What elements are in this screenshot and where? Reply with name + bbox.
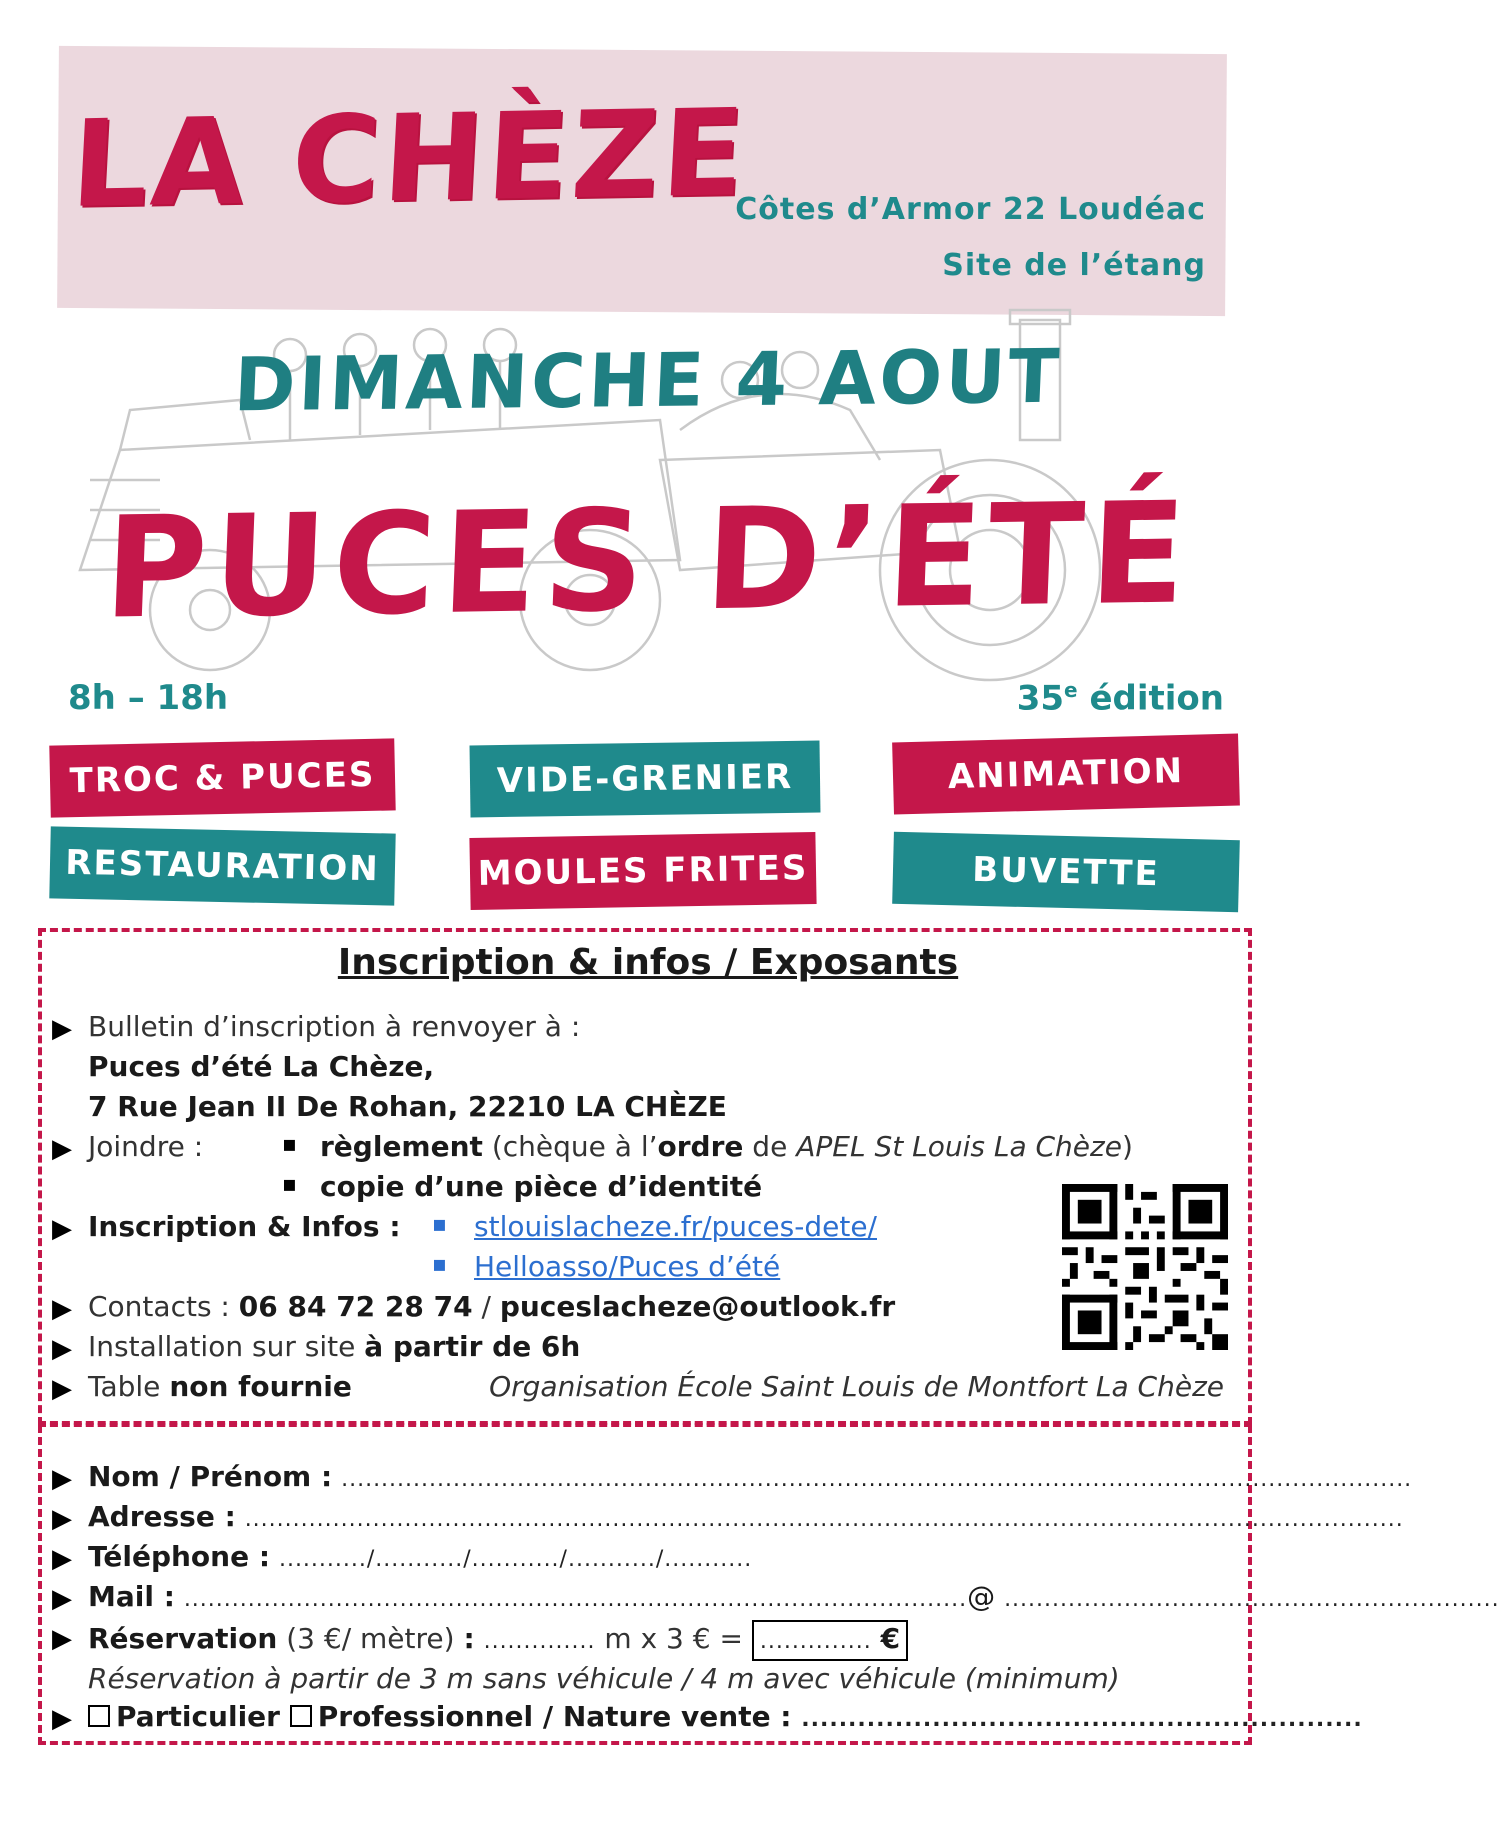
table-line: [88, 1370, 352, 1403]
contacts-label: Contacts :: [88, 1290, 230, 1323]
installation-label: Installation sur site: [88, 1330, 356, 1363]
reservation-mult: m x 3 € =: [604, 1622, 743, 1655]
telephone-label: Téléphone :: [88, 1540, 271, 1573]
adresse-label: Adresse :: [88, 1500, 236, 1533]
reservation-label: Réservation: [88, 1622, 278, 1655]
square-bullet-icon: ▪: [432, 1212, 447, 1237]
tag-buvette: BUVETTE: [892, 832, 1240, 912]
cheque-pre: (chèque à l’: [491, 1130, 658, 1163]
joindre-reglement: [320, 1130, 1133, 1163]
mail-dots-user: ..................................................................................................: [183, 1587, 968, 1612]
arrow-icon: ▶: [52, 1374, 72, 1404]
telephone-dots: .........../.........../.........../.........../...........: [278, 1547, 753, 1572]
arrow-icon: ▶: [52, 1014, 72, 1044]
arrow-icon: ▶: [52, 1624, 72, 1654]
arrow-icon: ▶: [52, 1294, 72, 1324]
link-helloasso[interactable]: Helloasso/Puces d’été: [474, 1250, 781, 1283]
town-title: LA CHÈZE: [67, 84, 751, 235]
arrow-icon: ▶: [52, 1134, 72, 1164]
professionnel-checkbox[interactable]: [290, 1705, 312, 1727]
nom-field[interactable]: [88, 1460, 1412, 1493]
tag-vide-grenier: VIDE-GRENIER: [470, 741, 821, 818]
ordre-text: ordre: [657, 1130, 744, 1163]
organisation-text: Organisation École Saint Louis de Montfort La Chèze: [489, 1370, 1224, 1403]
reservation-meters-dots: ..............: [483, 1629, 596, 1654]
arrow-icon: ▶: [52, 1584, 72, 1614]
bulletin-label: Bulletin d’inscription à renvoyer à :: [88, 1010, 581, 1043]
arrow-icon: ▶: [52, 1334, 72, 1364]
adresse-dots: .................................................................................................................................................: [244, 1507, 1404, 1532]
event-hours: 8h – 18h: [68, 678, 229, 718]
particulier-checkbox[interactable]: [88, 1705, 110, 1727]
address-name: Puces d’été La Chèze,: [88, 1050, 435, 1083]
edition-word: édition: [1089, 678, 1224, 719]
tag-troc-puces: TROC & PUCES: [49, 738, 395, 817]
tag-moules-frites: MOULES FRITES: [469, 832, 816, 910]
event-title: PUCES D’ÉTÉ: [101, 472, 1195, 651]
reglement-text: règlement: [320, 1130, 483, 1163]
arrow-icon: ▶: [52, 1464, 72, 1494]
square-bullet-icon: ▪: [282, 1132, 297, 1157]
reservation-rate: (3 €/ mètre): [286, 1622, 455, 1655]
arrow-icon: ▶: [52, 1214, 72, 1244]
reservation-colon: :: [463, 1622, 475, 1655]
vendor-type-line: [88, 1700, 1363, 1733]
arrow-icon: ▶: [52, 1544, 72, 1574]
info-title: Inscription & infos / Exposants: [337, 942, 959, 983]
address-street: 7 Rue Jean II De Rohan, 22210 LA CHÈZE: [88, 1090, 727, 1123]
reservation-currency: €: [880, 1622, 901, 1655]
mail-dots-domain: ..............................................................: [1004, 1587, 1500, 1612]
table-label: Table: [88, 1370, 161, 1403]
contact-email: puceslacheze@outlook.fr: [499, 1290, 896, 1323]
link-stlouis[interactable]: stlouislacheze.fr/puces-dete/: [474, 1210, 877, 1243]
reservation-note: Réservation à partir de 3 m sans véhicule / 4 m avec véhicule (minimum): [88, 1662, 1120, 1695]
site-text: Site de l’étang: [942, 248, 1206, 283]
inscription-label: Inscription & Infos :: [88, 1210, 401, 1243]
mail-at: @: [967, 1580, 996, 1613]
tag-animation: ANIMATION: [892, 733, 1240, 814]
installation-time: à partir de 6h: [364, 1330, 581, 1363]
edition-suffix: e: [1064, 678, 1078, 702]
adresse-field[interactable]: [88, 1500, 1404, 1533]
apel-text: APEL St Louis La Chèze: [796, 1130, 1122, 1163]
nature-label: / Nature vente :: [542, 1700, 792, 1733]
event-date: DIMANCHE 4 AOUT: [232, 333, 1064, 429]
copie-text: copie d’une pièce d’identité: [320, 1170, 763, 1203]
square-bullet-icon: ▪: [282, 1172, 297, 1197]
arrow-icon: ▶: [52, 1704, 72, 1734]
cheque-post: ): [1121, 1130, 1133, 1163]
particulier-label: Particulier: [116, 1700, 280, 1733]
edition-number: 35: [1016, 678, 1065, 719]
contact-phone: 06 84 72 28 74: [238, 1290, 473, 1323]
region-text: Côtes d’Armor 22 Loudéac: [735, 192, 1206, 227]
square-bullet-icon: ▪: [432, 1252, 447, 1277]
cheque-de: de: [743, 1130, 797, 1163]
qr-code-icon: [1062, 1184, 1228, 1350]
reservation-total-dots: ..............: [759, 1629, 872, 1654]
nom-dots: ......................................................................................................................................: [341, 1467, 1413, 1492]
tag-restauration: RESTAURATION: [49, 826, 395, 905]
nature-dots: ............................................................: [801, 1707, 1363, 1732]
table-value: non fournie: [169, 1370, 352, 1403]
telephone-field[interactable]: [88, 1540, 752, 1573]
nom-label: Nom / Prénom :: [88, 1460, 333, 1493]
contact-sep: /: [472, 1290, 500, 1323]
installation-line: [88, 1330, 580, 1363]
contacts-line: [88, 1290, 895, 1323]
mail-field[interactable]: [88, 1580, 1500, 1613]
reservation-total-box[interactable]: [752, 1620, 908, 1661]
mail-label: Mail :: [88, 1580, 175, 1613]
professionnel-label: Professionnel: [317, 1700, 534, 1733]
edition-label: [1017, 678, 1224, 718]
reservation-field[interactable]: [88, 1620, 908, 1661]
joindre-label: Joindre :: [88, 1130, 204, 1163]
arrow-icon: ▶: [52, 1504, 72, 1534]
